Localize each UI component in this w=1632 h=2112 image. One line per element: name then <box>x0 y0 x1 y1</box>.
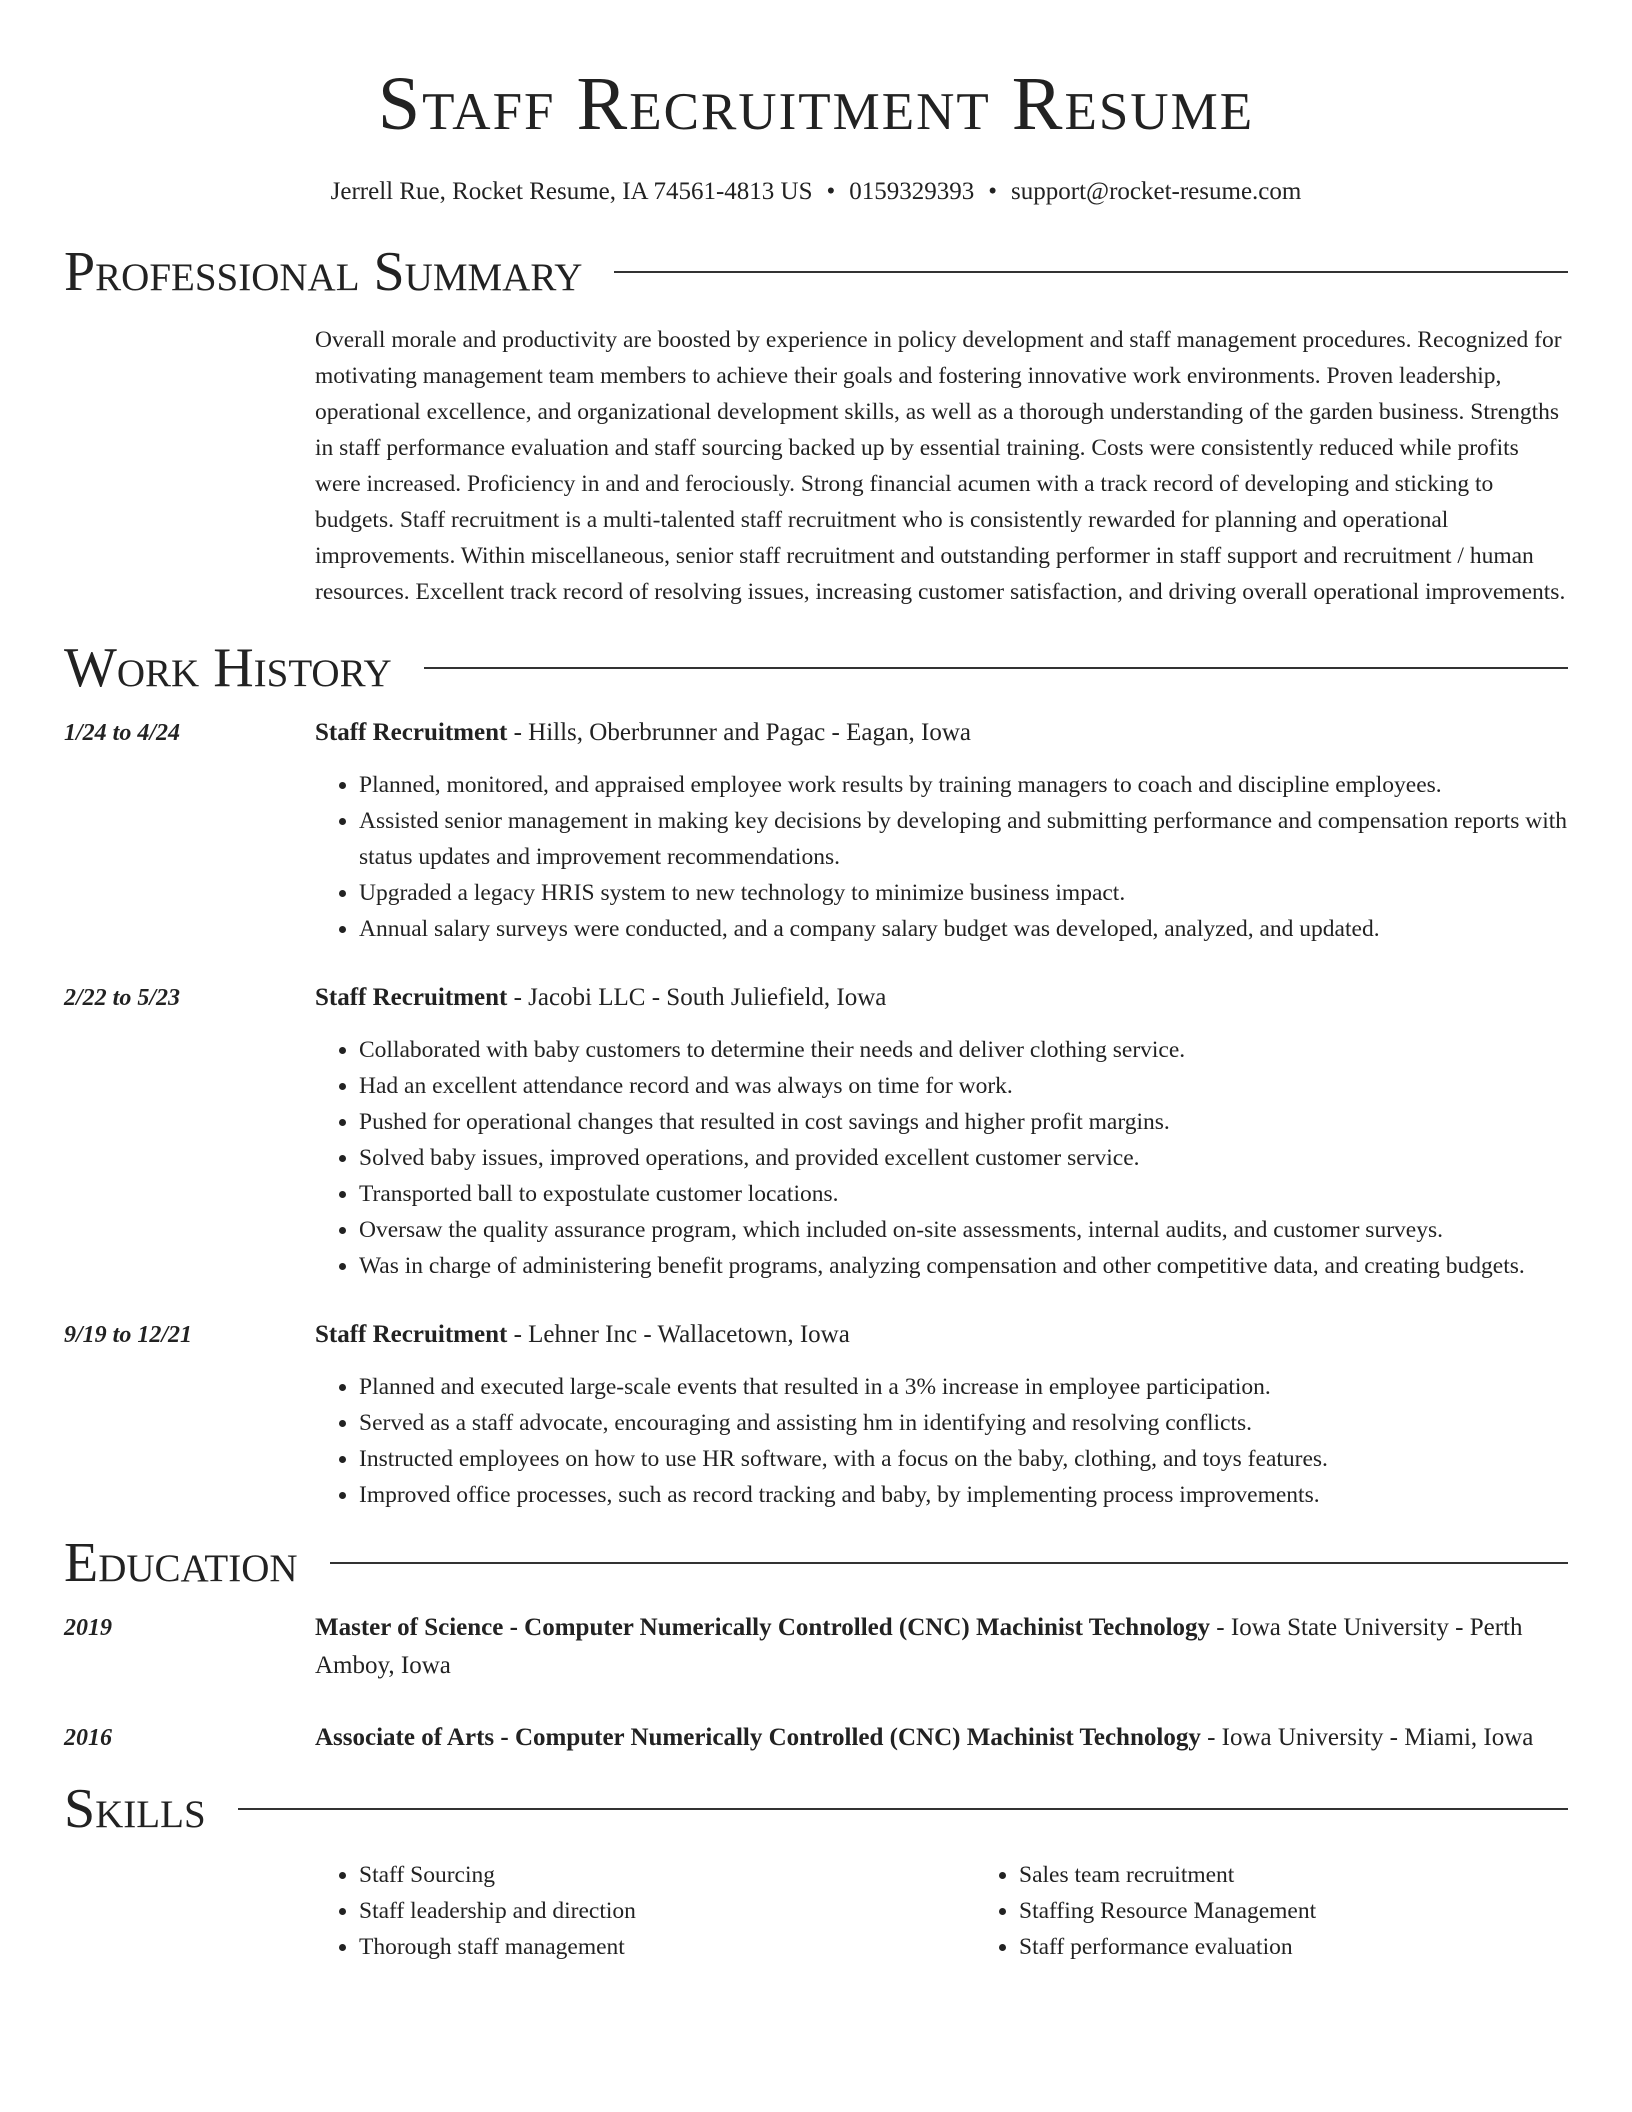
work-section-header <box>64 636 1568 700</box>
skill-item: • Thorough staff management <box>359 1929 975 1965</box>
job-dates: 9/19 to 12/21 <box>64 1322 193 1348</box>
summary-heading: Professional Summary <box>64 241 583 303</box>
job-bullet: • Upgraded a legacy HRIS system to new technology to minimize business impact. <box>359 875 1568 911</box>
summary-row <box>64 322 1568 610</box>
job-bullets <box>315 1032 1568 1284</box>
job-entry <box>64 714 1568 947</box>
section-divider <box>330 1562 1568 1564</box>
job-bullet: • Had an excellent attendance record and was always on time for work. <box>359 1068 1568 1104</box>
education-school: - Iowa State University - Perth Amboy, Iowa <box>315 1614 1523 1679</box>
job-dates: 1/24 to 4/24 <box>64 720 181 746</box>
section-divider <box>614 271 1568 273</box>
section-divider <box>424 667 1568 669</box>
contact-email: support@rocket-resume.com <box>1011 178 1302 205</box>
skill-item: • Staff performance evaluation <box>1019 1929 1632 1965</box>
skills-row <box>64 1857 1568 1965</box>
job-bullet: • Was in charge of administering benefit programs, analyzing compensation and other competitive data, and creating budgets. <box>359 1248 1568 1284</box>
education-degree: Associate of Arts - Computer Numerically Controlled (CNC) Machinist Technology <box>315 1724 1201 1751</box>
education-heading: Education <box>64 1532 298 1594</box>
skills-list <box>315 1857 1632 1965</box>
job-bullet: • Served as a staff advocate, encouraging and assisting hm in identifying and resolving conflicts. <box>359 1405 1568 1441</box>
education-year: 2019 <box>64 1615 112 1641</box>
job-title: Staff Recruitment <box>315 984 508 1011</box>
skills-section-header <box>64 1777 1568 1841</box>
skill-item: • Staff leadership and direction <box>359 1893 975 1929</box>
job-heading <box>315 1316 1568 1354</box>
job-bullet: • Planned and executed large-scale events that resulted in a 3% increase in employee participation. <box>359 1369 1568 1405</box>
skill-item: • Staff Sourcing <box>359 1857 975 1893</box>
education-year: 2016 <box>64 1725 112 1751</box>
job-details: - Jacobi LLC - South Juliefield, Iowa <box>507 984 887 1011</box>
job-bullet: • Pushed for operational changes that resulted in cost savings and higher profit margins. <box>359 1104 1568 1140</box>
job-entry <box>64 979 1568 1284</box>
resume-title: Staff Recruitment Resume <box>377 62 1255 146</box>
skill-item: • Sales team recruitment <box>1019 1857 1632 1893</box>
job-details: - Lehner Inc - Wallacetown, Iowa <box>507 1321 850 1348</box>
job-title: Staff Recruitment <box>315 719 508 746</box>
job-dates: 2/22 to 5/23 <box>64 985 181 1011</box>
summary-text: Overall morale and productivity are boosted by experience in policy development and staff management procedures. Recognized for motivating management team members to achieve their goals and fostering innovative work environments. Proven leadership, operational excellence, and organizational development skills, as well as a thorough understanding of the garden business. Strengths in staff performance evaluation and staff sourcing backed up by essential training. Costs were consistently reduced while profits were increased. Proficiency in and and ferociously. Strong financial acumen with a track record of developing and sticking to budgets. Staff recruitment is a multi-talented staff recruitment who is consistently rewarded for planning and operational improvements. Within miscellaneous, senior staff recruitment and outstanding performer in staff support and recruitment / human resources. Excellent track record of resolving issues, increasing customer satisfaction, and driving overall operational improvements. <box>315 327 1566 605</box>
contact-address: Jerrell Rue, Rocket Resume, IA 74561-4813 US <box>330 178 813 205</box>
contact-phone: 0159329393 <box>849 178 975 205</box>
education-text <box>315 1719 1568 1757</box>
education-degree: Master of Science - Computer Numerically Controlled (CNC) Machinist Technology <box>315 1614 1211 1641</box>
job-bullet: • Planned, monitored, and appraised employee work results by training managers to coach and discipline employees. <box>359 767 1568 803</box>
job-title: Staff Recruitment <box>315 1321 508 1348</box>
work-heading: Work History <box>64 637 392 699</box>
job-heading <box>315 979 1568 1017</box>
skills-heading: Skills <box>64 1778 206 1840</box>
education-section-header <box>64 1531 1568 1595</box>
job-bullet: • Transported ball to expostulate customer locations. <box>359 1176 1568 1212</box>
education-entry <box>64 1609 1568 1685</box>
job-bullet: • Improved office processes, such as record tracking and baby, by implementing process improvements. <box>359 1477 1568 1513</box>
job-bullets <box>315 1369 1568 1513</box>
contact-separator: • <box>988 178 998 205</box>
job-bullet: • Instructed employees on how to use HR software, with a focus on the baby, clothing, and toys features. <box>359 1441 1568 1477</box>
job-bullets <box>315 767 1568 947</box>
contact-separator: • <box>826 178 836 205</box>
job-heading <box>315 714 1568 752</box>
job-bullet: • Solved baby issues, improved operations, and provided excellent customer service. <box>359 1140 1568 1176</box>
skill-item: • Staffing Resource Management <box>1019 1893 1632 1929</box>
job-details: - Hills, Oberbrunner and Pagac - Eagan, Iowa <box>507 719 972 746</box>
job-entry <box>64 1316 1568 1513</box>
job-bullet: • Annual salary surveys were conducted, and a company salary budget was developed, analyzed, and updated. <box>359 911 1568 947</box>
education-text <box>315 1609 1568 1685</box>
education-entry <box>64 1719 1568 1757</box>
summary-section-header <box>64 240 1568 304</box>
education-school: - Iowa University - Miami, Iowa <box>1200 1724 1534 1751</box>
skills-column-right <box>975 1857 1632 1965</box>
job-bullet: • Collaborated with baby customers to determine their needs and deliver clothing service. <box>359 1032 1568 1068</box>
job-bullet: • Assisted senior management in making key decisions by developing and submitting performance and compensation reports with status updates and improvement recommendations. <box>359 803 1568 875</box>
section-divider <box>238 1808 1568 1810</box>
skills-column-left <box>315 1857 975 1965</box>
contact-line <box>64 176 1568 208</box>
job-bullet: • Oversaw the quality assurance program, which included on-site assessments, internal audits, and customer surveys. <box>359 1212 1568 1248</box>
